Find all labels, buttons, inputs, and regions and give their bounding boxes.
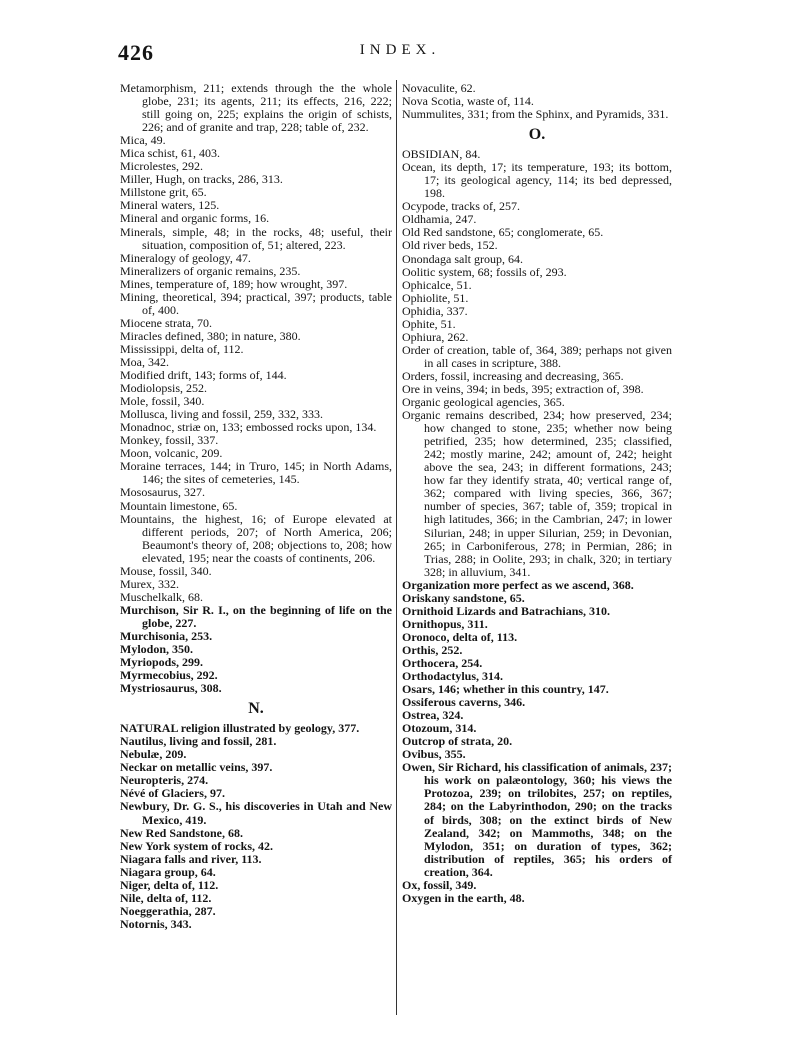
- index-entry: Ophite, 51.: [402, 316, 456, 331]
- index-entry: Modified drift, 143; forms of, 144.: [120, 368, 287, 383]
- index-entry: Noeggerathia, 287.: [120, 903, 216, 918]
- index-entry: Ore in veins, 394; in beds, 395; extraction of, 398.: [402, 381, 644, 396]
- index-entry: Mineral and organic forms, 16.: [120, 211, 270, 226]
- index-entry: NATURAL religion illustrated by geology, 377.: [120, 721, 360, 736]
- index-entry: Ocypode, tracks of, 257.: [402, 199, 520, 214]
- index-entry: Oronoco, delta of, 113.: [402, 629, 518, 644]
- index-entry: Organization more perfect as we ascend, 368.: [402, 577, 634, 592]
- index-entry: Ophicalce, 51.: [402, 277, 472, 292]
- index-entry: Orthocera, 254.: [402, 655, 483, 670]
- index-entry: Mineral waters, 125.: [120, 198, 220, 213]
- index-entry: Ophidia, 337.: [402, 303, 468, 318]
- index-entry: Osars, 146; whether in this country, 147.: [402, 682, 609, 697]
- index-entry: Myriopods, 299.: [120, 655, 204, 670]
- index-entry: Oxygen in the earth, 48.: [402, 890, 525, 905]
- index-entry: Newbury, Dr. G. S., his discoveries in Utah and New Mexico, 419.: [120, 799, 392, 827]
- index-entry: Névé of Glaciers, 97.: [120, 786, 225, 801]
- section-letter-n: N.: [248, 700, 264, 718]
- o-entries: [402, 148, 672, 905]
- index-entry: Modiolopsis, 252.: [120, 381, 208, 396]
- index-entry: Murchison, Sir R. I., on the beginning of life on the globe, 227.: [120, 602, 392, 630]
- index-entry: Mystriosaurus, 308.: [120, 681, 222, 696]
- index-entry: Mines, temperature of, 189; how wrought, 397.: [120, 276, 348, 291]
- index-entry: Oriskany sandstone, 65.: [402, 590, 525, 605]
- index-entry: New Red Sandstone, 68.: [120, 825, 244, 840]
- page-number: 426: [118, 40, 154, 65]
- index-entry: Myrmecobius, 292.: [120, 668, 218, 683]
- index-entry: Organic geological agencies, 365.: [402, 395, 565, 410]
- index-entry: Mylodon, 350.: [120, 642, 194, 657]
- index-entry: Nebulæ, 209.: [120, 747, 187, 762]
- index-entry: Millstone grit, 65.: [120, 185, 207, 200]
- index-entry: Mineralogy of geology, 47.: [120, 250, 251, 265]
- index-entry: Minerals, simple, 48; in the rocks, 48; useful, their situation, composition of, 51; altered, 223.: [120, 224, 392, 252]
- index-entry: Neckar on metallic veins, 397.: [120, 760, 273, 775]
- index-entry: Mollusca, living and fossil, 259, 332, 333.: [120, 407, 323, 422]
- index-entry: Old river beds, 152.: [402, 238, 498, 253]
- index-entry: Mososaurus, 327.: [120, 485, 206, 500]
- index-entry: Nautilus, living and fossil, 281.: [120, 734, 277, 749]
- index-entry: Niger, delta of, 112.: [120, 877, 219, 892]
- index-entry: Ovibus, 355.: [402, 747, 466, 762]
- index-entry: Niagara group, 64.: [120, 864, 216, 879]
- index-entry: Ophiura, 262.: [402, 329, 469, 344]
- running-head: INDEX.: [359, 42, 441, 58]
- index-entry: Onondaga salt group, 64.: [402, 251, 523, 266]
- column-divider: [396, 80, 397, 1015]
- index-entry: Orthis, 252.: [402, 642, 463, 657]
- index-entry: Nummulites, 331; from the Sphinx, and Pyramids, 331.: [402, 107, 669, 122]
- index-entry: Muschelkalk, 68.: [120, 589, 203, 604]
- index-entry: Oldhamia, 247.: [402, 212, 477, 227]
- index-entry: Mountains, the highest, 16; of Europe elevated at different periods, 207; of North America, 206; Beaumont's theory of, 208; objections to, 208; how elevated, 195; near the coasts of continents, 206.: [120, 511, 392, 565]
- index-entry: Oolitic system, 68; fossils of, 293.: [402, 264, 567, 279]
- index-entry: Miller, Hugh, on tracks, 286, 313.: [120, 172, 283, 187]
- index-entry: Ornithopus, 311.: [402, 616, 488, 631]
- index-entry: Miocene strata, 70.: [120, 315, 212, 330]
- section-letter-o: O.: [528, 126, 546, 144]
- index-entry: Ostrea, 324.: [402, 708, 464, 723]
- index-entry: Mica schist, 61, 403.: [120, 146, 220, 161]
- index-entry: Ocean, its depth, 17; its temperature, 193; its bottom, 17; its geological agency, 114; its bed depressed, 198.: [402, 160, 672, 201]
- index-entry: Ossiferous caverns, 346.: [402, 695, 526, 710]
- index-entry: Ophiolite, 51.: [402, 290, 469, 305]
- left-entries: [120, 82, 392, 695]
- index-entry: Ox, fossil, 349.: [402, 877, 477, 892]
- index-entry: Old Red sandstone, 65; conglomerate, 65.: [402, 225, 604, 240]
- index-entry: Monkey, fossil, 337.: [120, 433, 219, 448]
- index-entry: Order of creation, table of, 364, 389; perhaps not given in all cases in scripture, 388.: [402, 342, 672, 370]
- index-entry: Microlestes, 292.: [120, 159, 203, 174]
- right-column: [402, 82, 672, 905]
- index-entry: Neuropteris, 274.: [120, 773, 209, 788]
- index-entry: Outcrop of strata, 20.: [402, 734, 513, 749]
- index-entry: Owen, Sir Richard, his classification of animals, 237; his work on palæontology, 360; his views the Protozoa, 239; on trilobites, 257; on reptiles, 284; on the Labyrinthodon, 290; on the tracks of birds, 308; on the extinct birds of New Zealand, 342; on Mammoths, 348; on the Mylodon, 351; on duration of types, 362; distribution of reptiles, 365; his orders of creation, 364.: [402, 760, 672, 879]
- index-entry: Monadnoc, striæ on, 133; embossed rocks upon, 134.: [120, 420, 377, 435]
- index-entry: Mountain limestone, 65.: [120, 498, 238, 513]
- index-entry: Nova Scotia, waste of, 114.: [402, 94, 534, 109]
- index-entry: Moa, 342.: [120, 354, 169, 369]
- index-entry: Mississippi, delta of, 112.: [120, 341, 244, 356]
- index-entry: Moraine terraces, 144; in Truro, 145; in North Adams, 146; the sites of cemeteries, 145.: [120, 459, 392, 487]
- index-entry: Ornithoid Lizards and Batrachians, 310.: [402, 603, 611, 618]
- index-entry: Moon, volcanic, 209.: [120, 446, 223, 461]
- right-entries-before: [402, 82, 672, 121]
- index-entry: Nile, delta of, 112.: [120, 890, 212, 905]
- index-entry: Mole, fossil, 340.: [120, 394, 205, 409]
- index-entry: Niagara falls and river, 113.: [120, 851, 262, 866]
- index-entry: Mouse, fossil, 340.: [120, 563, 212, 578]
- index-entry: Murchisonia, 253.: [120, 628, 213, 643]
- index-entry: Novaculite, 62.: [402, 81, 476, 95]
- index-entry: Orders, fossil, increasing and decreasing, 365.: [402, 368, 624, 383]
- index-entry: Murex, 332.: [120, 576, 179, 591]
- index-entry: Mineralizers of organic remains, 235.: [120, 263, 301, 278]
- index-entry: Otozoum, 314.: [402, 721, 477, 736]
- index-entry: Mica, 49.: [120, 133, 166, 148]
- left-column: [120, 82, 392, 931]
- index-entry: OBSIDIAN, 84.: [402, 147, 481, 162]
- index-entry: Organic remains described, 234; how preserved, 234; how changed to stone, 235; whether now being petrified, 235; how determined, 235; classified, 242; mostly marine, 242; amount of, 242; height above the sea, 243; in different formations, 243; how far they identify strata, 40; vertical range of, 362; compared with living species, 366, 367; number of species, 367; table of, 359; tropical in high latitudes, 366; in the Cambrian, 247; in lower Silurian, 248; in upper Silurian, 259; in Devonian, 265; in Carboniferous, 278; in Permian, 286; in Trias, 288; in Oolite, 293; in chalk, 320; in tertiary 328; in alluvium, 341.: [402, 408, 672, 579]
- index-entry: Mining, theoretical, 394; practical, 397; products, table of, 400.: [120, 289, 392, 317]
- index-entry: Orthodactylus, 314.: [402, 669, 504, 684]
- index-entry: Metamorphism, 211; extends through the the whole globe, 231; its agents, 211; its effects, 216, 222; still going on, 225; explains the origin of schists, 226; and of granite and trap, 228; table of, 232.: [120, 81, 392, 135]
- index-entry: New York system of rocks, 42.: [120, 838, 273, 853]
- index-entry: Notornis, 343.: [120, 916, 192, 931]
- index-entry: Miracles defined, 380; in nature, 380.: [120, 328, 301, 343]
- n-entries: [120, 722, 392, 931]
